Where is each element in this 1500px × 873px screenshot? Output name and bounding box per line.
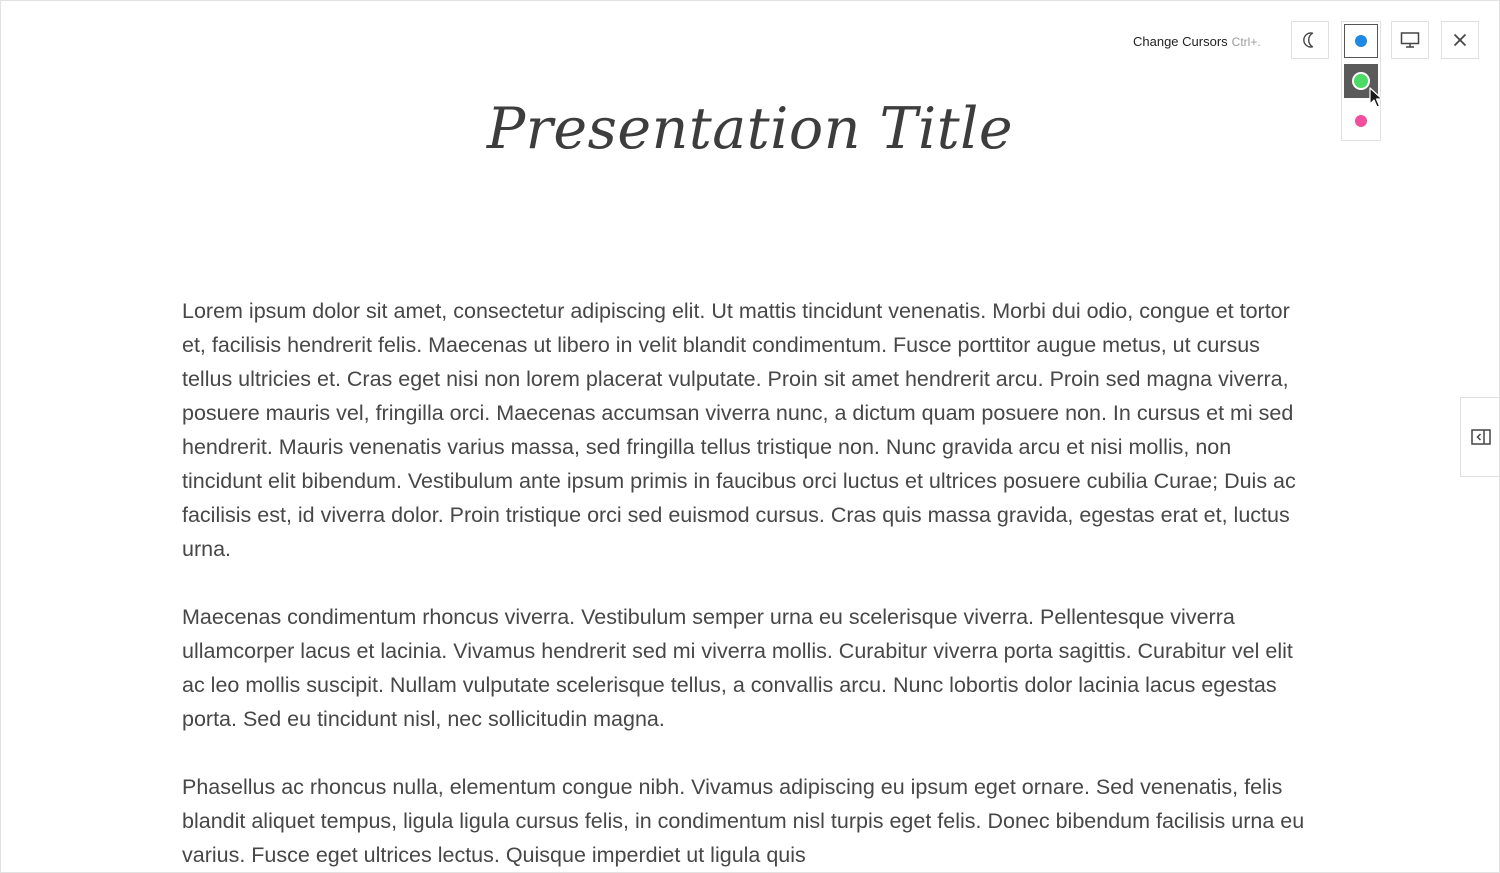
- change-cursors-shortcut: Ctrl+.: [1231, 35, 1261, 49]
- close-button[interactable]: [1441, 21, 1479, 59]
- change-cursors-label: Change Cursors: [1133, 34, 1228, 49]
- change-cursors-hint: [1133, 34, 1261, 49]
- presentation-title: Presentation Title: [486, 96, 1014, 162]
- cursor-option-blue[interactable]: [1344, 24, 1378, 58]
- moon-icon: [1301, 31, 1319, 49]
- theme-toggle-button[interactable]: [1291, 21, 1329, 59]
- monitor-icon: [1400, 31, 1420, 49]
- presenter-screen-button[interactable]: [1391, 21, 1429, 59]
- blue-dot-icon: [1355, 35, 1367, 47]
- panel-toggle-icon: [1471, 429, 1491, 445]
- paragraph: Maecenas condimentum rhoncus viverra. Vestibulum semper urna eu scelerisque viverra. Pellentesque viverra ullamcorper lacus et lacinia. Vivamus hendrerit sed mi viverra mollis. Curabitur viverra porta sagittis. Curabitur vel elit ac leo mollis suscipit. Nullam vulputate scelerisque tellus, a convallis arcu. Nunc lobortis dolor lacinia lacus egestas porta. Sed eu tincidunt nisl, nec sollicitudin magna.: [182, 605, 1293, 731]
- paragraph: Lorem ipsum dolor sit amet, consectetur adipiscing elit. Ut mattis tincidunt venenatis. Morbi dui odio, congue et tortor et, facilisis hendrerit felis. Maecenas ut libero in velit blandit condimentum. Fusce porttitor augue metus, ut cursus tellus ultricies et. Cras eget nisi non lorem placerat vulputate. Proin sit amet hendrerit arcu. Proin sed magna viverra, posuere mauris vel, fringilla orci. Maecenas accumsan viverra nunc, a dictum quam posuere non. In cursus et mi sed hendrerit. Mauris venenatis varius massa, sed fringilla tellus tristique non. Nunc gravida arcu et nisi mollis, non tincidunt elit bibendum. Vestibulum ante ipsum primis in faucibus orci luctus et ultrices posuere cubilia Curae; Duis ac facilisis est, id viverra dolor. Proin tristique orci sed euismod cursus. Cras quis massa gravida, egestas erat et, luctus urna.: [182, 299, 1296, 561]
- slide-content: [182, 294, 1312, 873]
- side-panel-toggle[interactable]: [1460, 397, 1500, 477]
- close-icon: [1452, 32, 1468, 48]
- green-dot-icon: [1354, 74, 1368, 88]
- paragraph: Phasellus ac rhoncus nulla, elementum congue nibh. Vivamus adipiscing eu ipsum eget ornare. Sed venenatis, felis blandit aliquet tempus, ligula ligula cursus felis, in condimentum nisl turpis eget felis. Donec bibendum facilisis urna eu varius. Fusce eget ultrices lectus. Quisque imperdiet ut ligula quis: [182, 775, 1305, 867]
